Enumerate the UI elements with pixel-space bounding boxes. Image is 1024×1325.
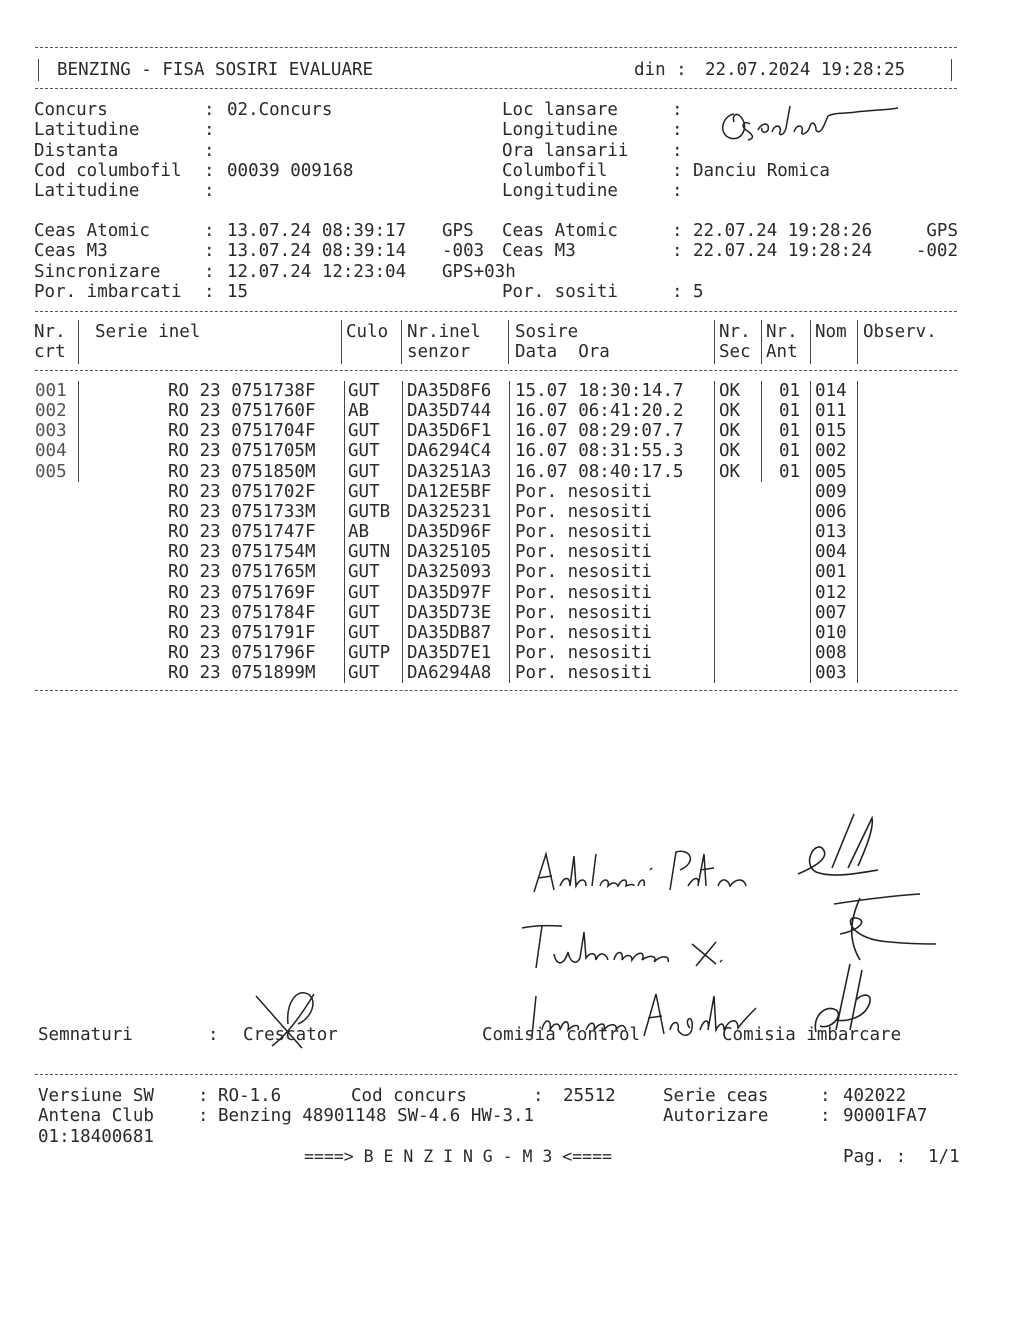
clock-colon: : xyxy=(204,281,215,302)
footer-top-rule xyxy=(35,1074,957,1075)
info-label: Loc lansare xyxy=(502,100,618,120)
info-label: Cod columbofil xyxy=(34,160,182,181)
cell-serie: RO 23 0751705M xyxy=(168,441,316,462)
cell-culo: GUTP xyxy=(348,642,391,663)
cell-culo: GUTN xyxy=(348,542,391,563)
cell-senzor: DA35D744 xyxy=(407,401,492,422)
col-header-senzor: Nr.inel xyxy=(407,322,481,342)
col-header-nr: crt xyxy=(34,342,66,362)
column-divider xyxy=(761,320,762,364)
cell-sec: OK xyxy=(719,381,741,401)
cell-sosire: Por. nesositi xyxy=(515,663,652,684)
column-divider xyxy=(508,320,509,364)
cell-culo: GUT xyxy=(348,481,380,502)
cell-sosire: 16.07 08:40:17.5 xyxy=(515,461,684,482)
colon: : xyxy=(198,1086,209,1106)
column-divider xyxy=(402,381,403,683)
cell-culo: GUT xyxy=(348,622,380,643)
clock-label: Por. imbarcati xyxy=(34,281,182,302)
table-top-rule xyxy=(35,311,957,312)
cell-sosire: 16.07 08:31:55.3 xyxy=(515,441,684,462)
cell-nom: 007 xyxy=(815,602,847,623)
info-label: Distanta xyxy=(34,140,119,161)
cell-sec: OK xyxy=(719,401,741,422)
clock-value: 22.07.24 19:28:24 xyxy=(693,241,873,262)
colon: : xyxy=(820,1106,831,1126)
handwritten-signature-loc-lansare xyxy=(712,96,902,146)
clock-label: Ceas Atomic xyxy=(502,221,618,241)
antena-value: Benzing 48901148 SW-4.6 HW-3.1 xyxy=(218,1106,535,1126)
cell-serie: RO 23 0751765M xyxy=(168,562,316,583)
cell-nom: 002 xyxy=(815,441,847,462)
column-divider xyxy=(78,381,79,482)
colon: : xyxy=(820,1086,831,1106)
handwritten-signature-crescator xyxy=(252,984,332,1054)
cell-nom: 014 xyxy=(815,381,847,401)
cell-nr: 005 xyxy=(35,461,67,482)
footer-extra-code: 01:18400681 xyxy=(38,1127,154,1147)
cell-nom: 006 xyxy=(815,501,847,522)
clock-label: Ceas Atomic xyxy=(34,221,150,241)
cell-nom: 008 xyxy=(815,642,847,663)
cell-nom: 013 xyxy=(815,522,847,543)
cell-nom: 015 xyxy=(815,421,847,442)
col-header-nr: Nr. xyxy=(34,322,66,342)
column-divider xyxy=(341,320,342,364)
info-label: Latitudine xyxy=(34,181,140,202)
cell-senzor: DA35D8F6 xyxy=(407,381,492,401)
cell-nom: 011 xyxy=(815,401,847,422)
cell-serie: RO 23 0751796F xyxy=(168,642,316,663)
cell-senzor: DA6294A8 xyxy=(407,663,492,684)
versiune-value: RO-1.6 xyxy=(218,1086,282,1106)
header-bottom-rule xyxy=(35,88,957,89)
cell-senzor: DA325105 xyxy=(407,542,492,563)
clock-value: 5 xyxy=(693,281,704,302)
cell-sosire: Por. nesositi xyxy=(515,481,652,502)
info-label: Columbofil xyxy=(502,160,608,181)
info-label: Longitudine xyxy=(502,181,618,202)
info-label: Ora lansarii xyxy=(502,140,629,161)
cell-culo: GUT xyxy=(348,461,380,482)
cell-sosire: 16.07 06:41:20.2 xyxy=(515,401,684,422)
comisia-control-label: Comisia control xyxy=(482,1025,641,1045)
cell-nr: 004 xyxy=(35,441,67,462)
page-number: 1/1 xyxy=(928,1147,960,1167)
cell-culo: AB xyxy=(348,522,370,543)
cell-sosire: Por. nesositi xyxy=(515,562,652,583)
info-value: Danciu Romica xyxy=(693,160,830,181)
cell-senzor: DA12E5BF xyxy=(407,481,492,502)
col-header-culo: Culo xyxy=(346,322,389,342)
cell-nom: 003 xyxy=(815,663,847,684)
col-header-sosire: Sosire xyxy=(515,322,579,342)
cell-sosire: 16.07 08:29:07.7 xyxy=(515,421,684,442)
clock-label: Ceas M3 xyxy=(502,241,576,262)
cell-ant: 01 xyxy=(779,421,801,442)
cell-senzor: DA6294C4 xyxy=(407,441,492,462)
cell-nom: 012 xyxy=(815,582,847,603)
info-value: 00039 009168 xyxy=(227,160,354,181)
col-header-senzor: senzor xyxy=(407,342,471,362)
clock-colon: : xyxy=(672,241,683,262)
handwritten-signature-2 xyxy=(792,808,882,888)
column-divider xyxy=(810,381,811,683)
column-divider xyxy=(714,320,715,364)
cell-sosire: Por. nesositi xyxy=(515,602,652,623)
cell-culo: GUT xyxy=(348,381,380,401)
handwritten-name-2 xyxy=(520,914,740,974)
header-left-bar xyxy=(38,59,39,81)
serie-ceas-label: Serie ceas xyxy=(663,1086,769,1106)
info-label: Latitudine xyxy=(34,120,140,141)
comisia-imbarcare-label: Comisia imbarcare xyxy=(722,1025,902,1045)
cell-nr: 002 xyxy=(35,401,67,422)
cell-nom: 010 xyxy=(815,622,847,643)
cell-ant: 01 xyxy=(779,441,801,462)
antena-label: Antena Club xyxy=(38,1106,154,1126)
cell-culo: GUT xyxy=(348,562,380,583)
cell-serie: RO 23 0751850M xyxy=(168,461,316,482)
cell-serie: RO 23 0751747F xyxy=(168,522,316,543)
cell-serie: RO 23 0751791F xyxy=(168,622,316,643)
clock-value: 13.07.24 08:39:17 xyxy=(227,221,407,241)
cell-serie: RO 23 0751760F xyxy=(168,401,316,422)
cell-senzor: DA35D96F xyxy=(407,522,492,543)
info-colon: : xyxy=(204,140,215,161)
autorizare-value: 90001FA7 xyxy=(843,1106,928,1126)
col-header-ant: Ant xyxy=(766,342,798,362)
col-header-ant: Nr. xyxy=(766,322,798,342)
cell-culo: GUTB xyxy=(348,501,391,522)
column-divider xyxy=(509,381,510,683)
cell-ant: 01 xyxy=(779,381,801,401)
crescator-label: Crescator xyxy=(243,1025,338,1045)
col-header-nom: Nom xyxy=(815,322,847,342)
info-colon: : xyxy=(672,160,683,181)
clock-colon: : xyxy=(672,221,683,241)
cell-sosire: Por. nesositi xyxy=(515,582,652,603)
column-divider xyxy=(714,381,715,683)
info-colon: : xyxy=(672,100,683,120)
clock-colon: : xyxy=(204,241,215,262)
cell-serie: RO 23 0751784F xyxy=(168,602,316,623)
clock-suffix: GPS xyxy=(442,221,474,241)
cell-sec: OK xyxy=(719,441,741,462)
info-colon: : xyxy=(204,181,215,202)
info-colon: : xyxy=(204,100,215,120)
info-colon: : xyxy=(672,120,683,141)
cell-nom: 004 xyxy=(815,542,847,563)
cell-senzor: DA35D73E xyxy=(407,602,492,623)
info-value: 02.Concurs xyxy=(227,100,333,120)
cell-nom: 009 xyxy=(815,481,847,502)
cell-culo: AB xyxy=(348,401,370,422)
colon: : xyxy=(533,1086,544,1106)
col-header-observ: Observ. xyxy=(863,322,937,342)
cell-serie: RO 23 0751733M xyxy=(168,501,316,522)
date-value: 22.07.2024 19:28:25 xyxy=(705,60,906,80)
document-title: BENZING - FISA SOSIRI EVALUARE xyxy=(57,60,374,80)
col-header-sec: Nr. xyxy=(719,322,751,342)
cell-nom: 001 xyxy=(815,562,847,583)
cell-sosire: Por. nesositi xyxy=(515,501,652,522)
info-label: Concurs xyxy=(34,100,108,120)
autorizare-label: Autorizare xyxy=(663,1106,769,1126)
col-header-sosire: Data Ora xyxy=(515,342,610,362)
clock-label: Ceas M3 xyxy=(34,241,108,262)
cell-sosire: 15.07 18:30:14.7 xyxy=(515,381,684,401)
clock-suffix: -002 xyxy=(915,241,958,262)
info-label: Longitudine xyxy=(502,120,618,141)
cell-sosire: Por. nesositi xyxy=(515,622,652,643)
column-divider xyxy=(401,320,402,364)
cell-senzor: DA35D6F1 xyxy=(407,421,492,442)
clock-suffix: GPS+03h xyxy=(442,261,516,282)
clock-value: 13.07.24 08:39:14 xyxy=(227,241,407,262)
cell-serie: RO 23 0751704F xyxy=(168,421,316,442)
column-divider xyxy=(761,381,762,482)
cell-sosire: Por. nesositi xyxy=(515,522,652,543)
info-colon: : xyxy=(672,140,683,161)
column-divider xyxy=(857,381,858,683)
cell-serie: RO 23 0751754M xyxy=(168,542,316,563)
handwritten-signature-3 xyxy=(820,890,940,970)
column-divider xyxy=(810,320,811,364)
cell-nr: 001 xyxy=(35,381,67,401)
cell-sec: OK xyxy=(719,461,741,482)
signatures-colon: : xyxy=(208,1025,219,1045)
clock-colon: : xyxy=(672,281,683,302)
column-divider xyxy=(78,320,79,364)
page-label: Pag. : xyxy=(843,1147,907,1167)
col-header-serie: Serie inel xyxy=(95,322,201,342)
info-colon: : xyxy=(204,160,215,181)
column-divider xyxy=(857,320,858,364)
cell-senzor: DA325231 xyxy=(407,501,492,522)
cell-ant: 01 xyxy=(779,401,801,422)
cell-serie: RO 23 0751899M xyxy=(168,663,316,684)
cell-nom: 005 xyxy=(815,461,847,482)
column-divider xyxy=(344,381,345,683)
versiune-label: Versiune SW xyxy=(38,1086,154,1106)
cell-culo: GUT xyxy=(348,441,380,462)
cell-senzor: DA325093 xyxy=(407,562,492,583)
cell-culo: GUT xyxy=(348,582,380,603)
cod-concurs-value: 25512 xyxy=(563,1086,616,1106)
table-header-rule xyxy=(35,370,957,371)
cell-nr: 003 xyxy=(35,421,67,442)
serie-ceas-value: 402022 xyxy=(843,1086,907,1106)
info-colon: : xyxy=(204,120,215,141)
cell-sosire: Por. nesositi xyxy=(515,642,652,663)
clock-suffix: GPS xyxy=(926,221,958,241)
clock-colon: : xyxy=(204,261,215,282)
cell-senzor: DA35DB87 xyxy=(407,622,492,643)
col-header-sec: Sec xyxy=(719,342,751,362)
cell-sosire: Por. nesositi xyxy=(515,542,652,563)
handwritten-name-1 xyxy=(530,840,770,900)
cell-culo: GUT xyxy=(348,421,380,442)
cell-culo: GUT xyxy=(348,602,380,623)
clock-value: 12.07.24 12:23:04 xyxy=(227,261,407,282)
clock-label: Sincronizare xyxy=(34,261,161,282)
info-colon: : xyxy=(672,181,683,202)
header-top-rule xyxy=(35,47,957,48)
cell-senzor: DA35D97F xyxy=(407,582,492,603)
cell-senzor: DA3251A3 xyxy=(407,461,492,482)
signatures-label: Semnaturi xyxy=(38,1025,133,1045)
cell-serie: RO 23 0751702F xyxy=(168,481,316,502)
clock-label: Por. sositi xyxy=(502,281,618,302)
cell-sec: OK xyxy=(719,421,741,442)
clock-colon: : xyxy=(204,221,215,241)
date-label: din : xyxy=(634,60,687,80)
cell-ant: 01 xyxy=(779,461,801,482)
clock-value: 15 xyxy=(227,281,249,302)
clock-value: 22.07.24 19:28:26 xyxy=(693,221,873,241)
clock-suffix: -003 xyxy=(442,241,485,262)
header-right-bar xyxy=(951,59,952,81)
cell-serie: RO 23 0751769F xyxy=(168,582,316,603)
cell-senzor: DA35D7E1 xyxy=(407,642,492,663)
cell-serie: RO 23 0751738F xyxy=(168,381,316,401)
benzing-brand-line: ====> B E N Z I N G - M 3 <==== xyxy=(304,1147,612,1166)
table-bottom-rule xyxy=(35,690,957,691)
cod-concurs-label: Cod concurs xyxy=(351,1086,467,1106)
colon: : xyxy=(198,1106,209,1126)
cell-culo: GUT xyxy=(348,663,380,684)
